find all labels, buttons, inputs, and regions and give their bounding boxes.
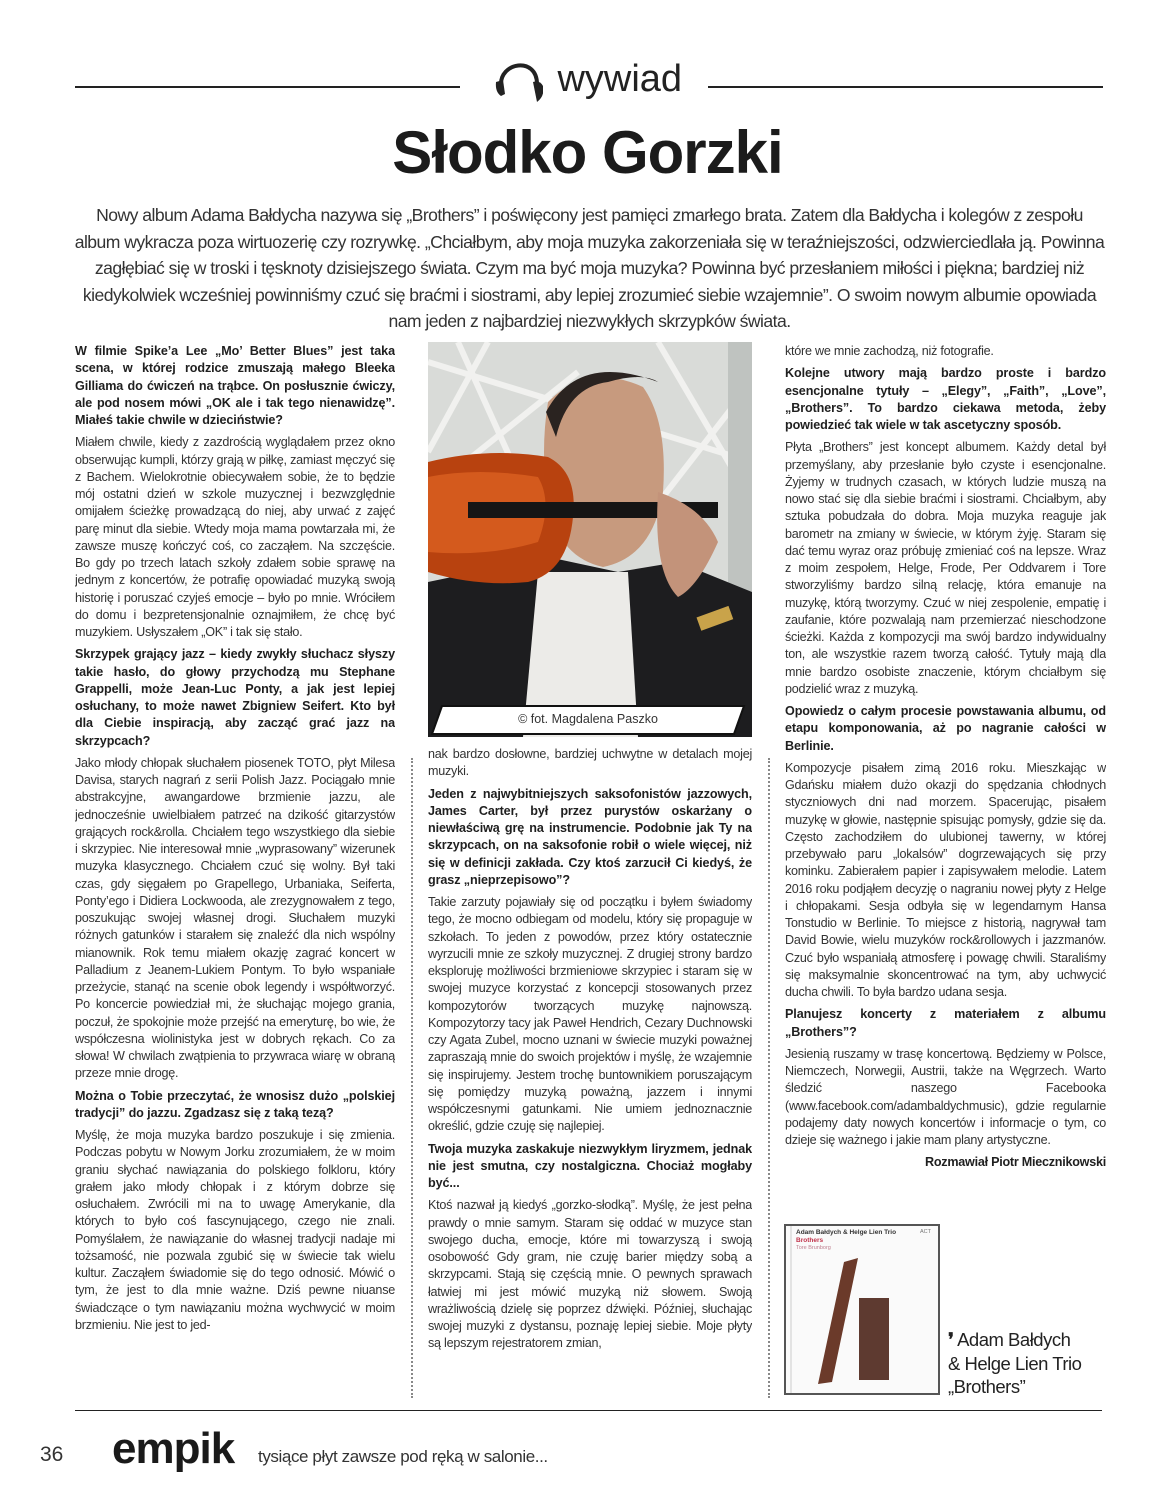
footer-tagline: tysiące płyt zawsze pod ręką w salonie...: [258, 1447, 548, 1466]
interview-answer: Myślę, że moja muzyka bardzo poszukuje i się zmienia. Podczas pobytu w Nowym Jorku zrozumiałem, że w moim graniu słychać nawiązania do polskiego folkloru, który grałem jako młody chłopak i z którym dobrze się osłuchałem. Zwrócili mi na to uwagę Amerykanie, dla których to było coś fascynującego, czego nie znali. Pomyślałem, że nawiązanie do własnej tradycji nadaje mi tożsamość, nie pozwala zgubić się w świecie tak wielu kultur. Zacząłem świadomie się do tego odnosić. Mówić o tym, że jest to dla mnie ważne. Dziś pewne niuanse świadczące o tym nawiązaniu można wychwycić w moim brzmieniu. Nie jest to jed-: [75, 1128, 395, 1332]
photo-credit: [430, 705, 746, 735]
artist-photo: [428, 342, 752, 737]
interview-answer: Jako młody chłopak słuchałem piosenek TOTO, płyt Milesa Davisa, starych nagrań z serii Polish Jazz. Pociągało mnie abstrakcyjne, awangardowe brzmienie jazzu, ale jednocześnie uwielbiałem patrzeć na dzikość gitarzystów grających rock&rolla. Chciałem tego wszystkiego dla siebie i skrzypiec. Nie interesował mnie „wyprasowany” wizerunek muzyka klasycznego. Chciałem czuć się wolny. Był taki czas, gdy sięgałem po Grapellego, Urbaniaka, Seiferta, Ponty’ego i Didiera Lockwooda, ale zrezygnowałem z tego, poszukując swojej własnej drogi. Słuchałem muzyki różnych gatunków i starałem się znaleźć dla nich wspólny mianownik. Rok temu miałem okazję zagrać koncert w Palladium z Jeanem-Lukiem Pontym. To było wspaniałe przeżycie, stanąć na scenie obok legendy i współtworzyć. Po koncercie powiedział mi, że słuchając mojego grania, poczuł, że spokojnie może przejść na emeryturę, bo wie, że współczesna wiolinistyka jest w dobrych rękach. Co za słowa! W chwilach zwątpienia to przywraca wiarę w obraną przeze mnie drogę.: [75, 755, 395, 1081]
album-title: Brothers: [796, 1237, 824, 1244]
column-2: [428, 746, 752, 1406]
section-label: wywiad: [557, 57, 683, 100]
empik-logo: empik: [112, 1424, 235, 1473]
column-divider: [768, 758, 770, 1398]
interview-answer: Takie zarzuty pojawiały się od początku i byłem świadomy tego, że mocno odbiegam od modelu, który się propaguje w szkołach. To jeden z powodów, przez który ostatecznie wyrzucili mnie ze szkoły muzycznej. Z drugiej strony bardzo eksploruję możliwości brzmieniowe skrzypiec i staram się w swojej muzyce korzystać z koncepcji stosowanych przez kompozytorów tworzących muzykę najnowszą. Kompozytorzy tacy jak Paweł Hendrich, Cezary Duchnowski czy Agata Zubel, mocno uznani w świecie muzyki poważnej zapraszają mnie do swoich projektów i myślę, że wzajemnie się inspirujemy. Jestem trochę buntownikiem poruszającym się pomiędzy muzyką poważną, jazzem i innymi współczesnymi gatunkami. Nie umiem jednoznacznie określić, gdzie czuję się najlepiej.: [428, 895, 752, 1134]
album-caption-title: „Brothers”: [948, 1376, 1026, 1397]
album-caption: [948, 1328, 1081, 1399]
interview-answer: Płyta „Brothers” jest koncept albumem. Każdy detal był przemyślany, aby przesłanie było czyste i esencjonalne. Żyjemy w trudnych czasach, w których ludzie muszą na nowo stać się dla siebie braćmi i siostrami. Chciałbym, aby sztuka pobudzała do dobra. Moja muzyka reaguje jak barometr na zmiany w świecie, w którym żyję. Staram się dać temu wyraz oraz próbuję zmieniać coś na lepsze. Wraz z moim zespołem, Helge, Frode, Per Oddvarem i Tore stworzyliśmy bardzo silną relację, która emanuje na muzykę, którą tworzymy. Czuć w niej zespolenie, empatię i zaufanie, które pozwalają nam przemierzać nieschodzone ścieżki. Każda z kompozycji ma swój bardzo indywidualny ton, ale wszystkie razem tworzą całość. Tytuły mają dla mnie bardzo osobiste znaczenie, którym chciałbym się podzielić wraz z muzyką.: [785, 440, 1106, 696]
interview-question: Planujesz koncerty z materiałem z albumu „Brothers”?: [785, 1007, 1106, 1039]
headphones-icon: [493, 52, 543, 106]
interview-question: Opowiedz o całym procesie powstawania albumu, od etapu komponowania, aż po nagranie całości w Berlinie.: [785, 704, 1106, 753]
album-cover: [782, 1222, 942, 1397]
album-caption-band: & Helge Lien Trio: [948, 1352, 1082, 1374]
interview-answer: Ktoś nazwał ją kiedyś „gorzko-słodką”. Myślę, że jest pełna prawdy o mnie samym. Staram się oddać w muzyce stan swojego ducha, emocje, które mi towarzyszą i swoją osobowość Gdy gram, nie czuję barier między sobą a skrzypcami. Stają się częścią mnie. O pewnych sprawach łatwiej mi jest mówić muzyką niż słowem. Swoją wrażliwością dzielę się poprzez dźwięki. Później, słuchając swojej muzyki z dystansu, poznaję lepiej siebie. Moje płyty są lepszym rejestratorem zmian,: [428, 1198, 752, 1351]
page-number: 36: [40, 1443, 64, 1466]
artist-photo-image: [428, 342, 752, 737]
interview-question: Skrzypek grający jazz – kiedy zwykły słuchacz słyszy takie hasło, do głowy przychodzą mu Stephane Grappelli, może Jean-Luc Ponty, a jak jest lepiej osłuchany, to może nawet Zbigniew Seifert. Kto był dla Ciebie inspiracją, aby zacząć grać jazz na skrzypcach?: [75, 647, 395, 748]
interviewer-signature: Rozmawiał Piotr Miecznikowski: [924, 1155, 1106, 1170]
interview-question: W filmie Spike’a Lee „Mo’ Better Blues” jest taka scena, w której rodzice zmuszają małego Bleeka Gilliama do ćwiczeń na trąbce. On posłusznie ćwiczy, ale pod nosem mówi „OK ale i tak tego nienawidzę”. Miałeś takie chwile w dzieciństwie?: [75, 344, 395, 427]
album-guest: Tore Brunborg: [796, 1245, 831, 1251]
album-artist: Adam Bałdych & Helge Lien Trio: [796, 1229, 897, 1236]
interview-answer: nak bardzo dosłowne, bardziej uchwytne w detalach mojej muzyki.: [428, 747, 752, 779]
article-lead: Nowy album Adama Bałdycha nazywa się „Brothers” i poświęcony jest pamięci zmarłego brata. Zatem dla Bałdycha i kolegów z zespołu album wykracza poza wirtuozerię czy rozrywkę. „Chciałbym, aby moja muzyka zakorzeniała się w teraźniejszości, odzwierciedlała ją. Powinna zagłębiać się w troski i tęsknoty dzisiejszego świata. Czym ma być moja muzyka? Powinna być przesłaniem miłości i piękna; bardziej niż kiedykolwiek wcześniej powinniśmy czuć się braćmi i siostrami, aby lepiej zrozumieć siebie wzajemnie”. O swoim nowym albumie opowiada nam jeden z najbardziej niezwykłych skrzypków świata.: [74, 205, 1105, 331]
album-label: ACT: [920, 1229, 931, 1235]
album-caption-artist: Adam Bałdych: [957, 1329, 1071, 1350]
interview-question: Twoja muzyka zaskakuje niezwykłym liryzmem, jednak nie jest smutna, czy nostalgiczna. Chociaż mogłaby być...: [428, 1141, 752, 1190]
photo-credit-text: © fot. Magdalena Paszko: [518, 712, 658, 726]
section-header: [0, 52, 1175, 106]
interview-question: Kolejne utwory mają bardzo proste i bardzo esencjonalne tytuły – „Elegy”, „Faith”, „Love”, „Brothers”. To bardzo ciekawa metoda, żeby powiedzieć tak wiele w tak ascetyczny sposób.: [785, 366, 1106, 432]
column-divider: [411, 758, 413, 1398]
footer-rule: [75, 1410, 1102, 1411]
interview-answer: Kompozycje pisałem zimą 2016 roku. Mieszkając w Gdańsku miałem dużo okazji do spędzania chłodnych styczniowych dni nad morzem. Spacerując, pisałem muzykę w głowie, następnie spisując pomysły, gdzie się da. Często zachodziłem do ulubionej tawerny, w której przebywało paru „lokalsów” dogrzewających się przy kominku. Zabierałem papier i zapisywałem melodie. Latem 2016 roku podjąłem decyzję o nagraniu nowej płyty z Helge i chłopakami. Sesja odbyła się w legendarnym Hansa Tonstudio w Berlinie. To miejsce z historią, nagrywał tam David Bowie, wielu muzyków rock&rollowych i jazzmanów. Czuć było wspaniałą atmosferę i powagę chwili. Staraliśmy się maksymalnie skoncentrować na tym, aby uchwycić ducha chwili. To była bardzo udana sesja.: [785, 760, 1106, 999]
interview-answer: Jesienią ruszamy w trasę koncertową. Będziemy w Polsce, Niemczech, Norwegii, Austrii, także na Węgrzech. Warto śledzić naszego Facebooka (www.facebook.com/adambaldychmusic), gdzie regularnie podajemy daty nowych koncertów i informacje o tym, co dzieje się ważnego i jakie mam plany artystyczne.: [785, 1046, 1106, 1147]
interview-question: Jeden z najwybitniejszych saksofonistów jazzowych, James Carter, był przez purystów oskarżany o niewłaściwą grę na instrumencie. Podobnie jak Ty na skrzypcach, on na saksofonie robił o wiele więcej, niż się w definicji zakłada. Czy ktoś zarzucił Ci kiedyś, że grasz „nieprzepisowo”?: [428, 786, 752, 887]
quote-mark-icon: ❜: [948, 1329, 954, 1350]
column-1: [75, 343, 395, 1403]
interview-answer: które we mnie zachodzą, niż fotografie.: [785, 344, 994, 358]
column-3: [785, 343, 1106, 1213]
interview-question: Można o Tobie przeczytać, że wnosisz dużo „polskiej tradycji” do jazzu. Zgadzasz się z taką tezą?: [75, 1088, 395, 1120]
article-title: Słodko Gorzki: [392, 119, 783, 186]
interview-answer: Miałem chwile, kiedy z zazdrością wyglądałem przez okno obserwując kumpli, którzy grają w piłkę, zamiast męczyć się z Bachem. Wielokrotnie obiecywałem sobie, że to będzie mój ostatni dzień w szkole muzycznej i bezwzględnie omijałem ścieżkę prowadzącą do niej, aby urwać z zajęć parę minut dla siebie. Wtedy moja mama powtarzała mi, że zawsze muszę kończyć coś, co zacząłem. Na szczęście. Bo gdy po trzech latach szkoły zdałem sobie sprawę na jednym z koncertów, że potrafię opowiadać muzyką swoją historię i poruszać czyjeś emocje – było po mnie. Wróciłem do domu i bezpretensjonalnie oznajmiłem, że chcę być muzykiem. Usłyszałem „OK” i tak się stało.: [75, 435, 395, 639]
